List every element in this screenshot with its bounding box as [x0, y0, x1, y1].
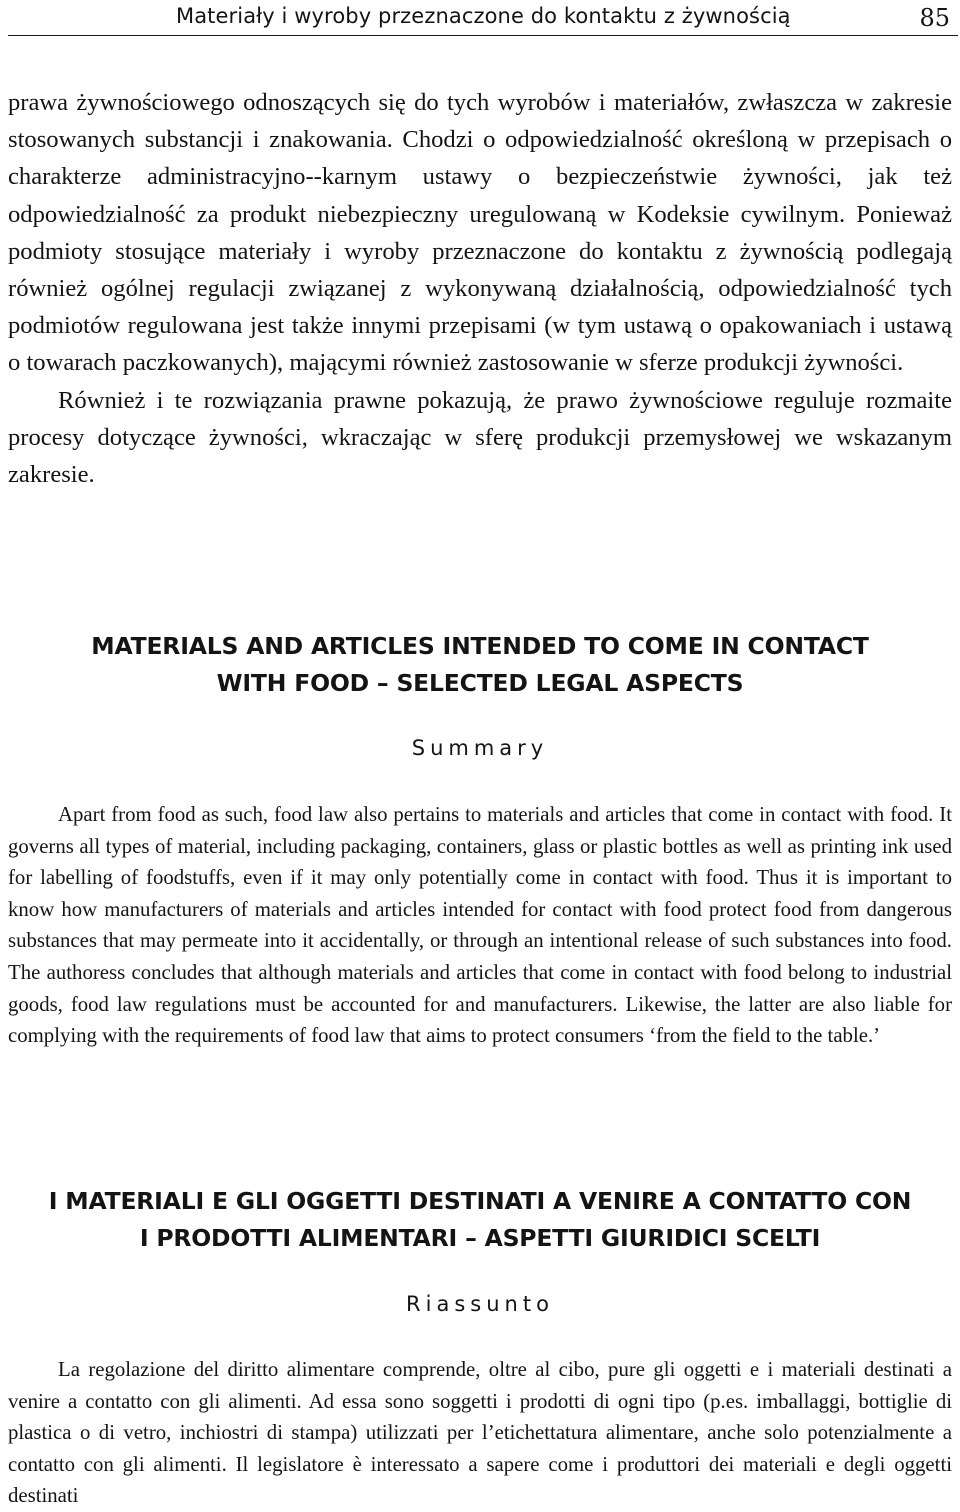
english-abstract: Apart from food as such, food law also pertains to materials and articles that come in contact with food. It governs all types of material, including packaging, containers, glass or plastic bottles as well as printing ink used for labelling of foodstuffs, even if it may only potentially come in contact with food. Thus it is important to know how manufacturers of materials and articles intended for contact with food protect food from dangerous substances that may permeate into it accidentally, or through an intentional release of such substances into food. The authoress concludes that although materials and articles that come in contact with food belong to industrial goods, food law regulations must be accounted for and manufacturers. Likewise, the latter are also liable for complying with the requirements of food law that aims to protect consumers ‘from the field to the table.’: [8, 803, 952, 1048]
english-section-heading: [0, 628, 960, 702]
page-number: 85: [919, 4, 950, 32]
heading-line: WITH FOOD – SELECTED LEGAL ASPECTS: [216, 669, 744, 697]
body-paragraph: Również i te rozwiązania prawne pokazują, że prawo żywnościowe reguluje rozmaite procesy dotyczące żywności, wkraczając w sferę produkcji przemysłowej we wskazanym zakresie.: [8, 386, 952, 489]
polish-body-text: [8, 84, 952, 493]
italian-section-heading: [0, 1183, 960, 1257]
italian-abstract: La regolazione del diritto alimentare comprende, oltre al cibo, pure gli oggetti e i materiali destinati a venire a contatto con gli alimenti. Ad essa sono soggetti i prodotti di ogni tipo (p.es. imballaggi, bottiglie di plastica o di vetro, inchiostri di stampa) utilizzati per l’etichettatura alimentare, anche solo potenzialmente a contatto con gli alimenti. Il legislatore è interessato a sapere come i produttori dei materiali e degli oggetti destinati: [8, 1358, 952, 1508]
running-title: Materiały i wyroby przeznaczone do kontaktu z żywnością: [176, 4, 791, 28]
running-header: [8, 2, 958, 36]
heading-line: I PRODOTTI ALIMENTARI – ASPETTI GIURIDICI SCELTI: [139, 1224, 821, 1252]
summary-label: Summary: [411, 736, 549, 760]
riassunto-label: Riassunto: [406, 1292, 554, 1316]
body-paragraph: prawa żywnościowego odnoszących się do tych wyrobów i materiałów, zwłaszcza w zakresie stosowanych substancji i znakowania. Chodzi o odpowiedzialność określoną w przepisach o charakterze administracyjno--karnym ustawy o bezpieczeństwie żywności, jak też odpowiedzialność za produkt niebezpieczny uregulowaną w Kodeksie cywilnym. Ponieważ podmioty stosujące materiały i wyroby przeznaczone do kontaktu z żywnością podlegają również ogólnej regulacji związanej z wykonywaną działalnością, odpowiedzialność tych podmiotów regulowana jest także innymi przepisami (w tym ustawą o opakowaniach i ustawą o towarach paczkowanych), mającymi również zastosowanie w sferze produkcji żywności.: [8, 89, 952, 377]
heading-line: MATERIALS AND ARTICLES INTENDED TO COME IN CONTACT: [91, 632, 869, 660]
heading-line: I MATERIALI E GLI OGGETTI DESTINATI A VENIRE A CONTATTO CON: [48, 1187, 912, 1215]
